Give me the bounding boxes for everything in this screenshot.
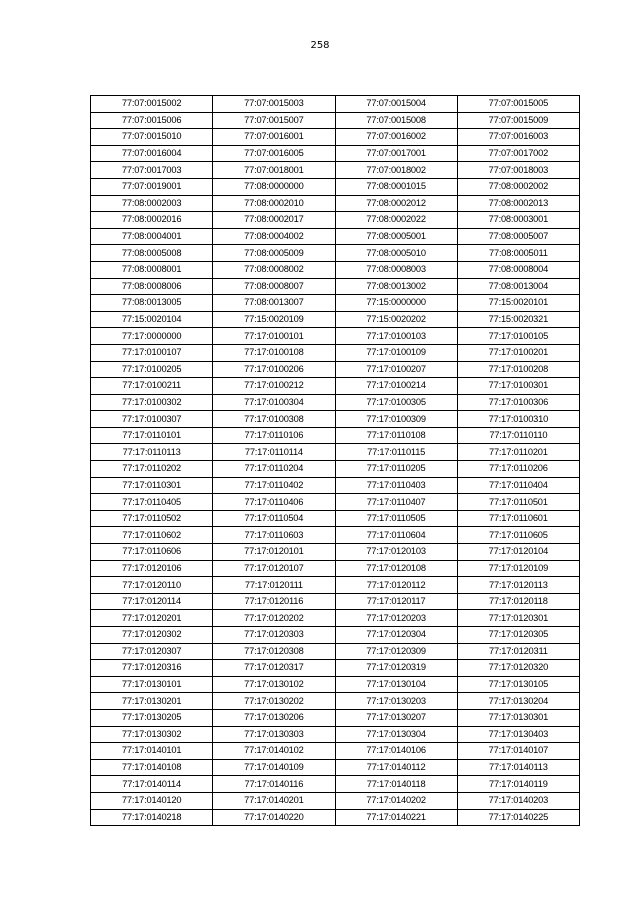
table-row (91, 809, 580, 826)
table-cell: 77:17:0140108 (91, 759, 213, 776)
table-cell: 77:08:0008001 (91, 261, 213, 278)
table-cell: 77:17:0120303 (213, 627, 335, 644)
table-cell: 77:07:0017001 (335, 145, 457, 162)
table-cell: 77:17:0110605 (457, 527, 579, 544)
table-cell: 77:08:0005010 (335, 245, 457, 262)
table-cell: 77:17:0130105 (457, 676, 579, 693)
table-cell: 77:17:0100305 (335, 394, 457, 411)
table-cell: 77:08:0008006 (91, 278, 213, 295)
table-cell: 77:17:0100105 (457, 328, 579, 345)
table-row (91, 129, 580, 146)
table-cell: 77:17:0120118 (457, 593, 579, 610)
table-cell: 77:17:0140101 (91, 743, 213, 760)
table-row (91, 610, 580, 627)
table-cell: 77:17:0140220 (213, 809, 335, 826)
table-cell: 77:17:0120101 (213, 544, 335, 561)
table-cell: 77:07:0018003 (457, 162, 579, 179)
table-cell: 77:17:0120301 (457, 610, 579, 627)
table-cell: 77:17:0140203 (457, 792, 579, 809)
table-cell: 77:17:0100214 (335, 378, 457, 395)
table-cell: 77:17:0100306 (457, 394, 579, 411)
table-cell: 77:17:0140114 (91, 776, 213, 793)
table-cell: 77:17:0110602 (91, 527, 213, 544)
table-cell: 77:07:0016001 (213, 129, 335, 146)
table-cell: 77:17:0100103 (335, 328, 457, 345)
table-cell: 77:08:0002022 (335, 212, 457, 229)
table-body (91, 96, 580, 826)
table-cell: 77:17:0120302 (91, 627, 213, 644)
table-cell: 77:15:0020202 (335, 311, 457, 328)
table-cell: 77:17:0110407 (335, 494, 457, 511)
table-row (91, 162, 580, 179)
table-row (91, 295, 580, 312)
table-cell: 77:17:0130207 (335, 709, 457, 726)
table-cell: 77:17:0110113 (91, 444, 213, 461)
table-cell: 77:17:0140106 (335, 743, 457, 760)
table-cell: 77:17:0130204 (457, 693, 579, 710)
table-cell: 77:17:0130102 (213, 676, 335, 693)
table-cell: 77:17:0140221 (335, 809, 457, 826)
table-cell: 77:17:0120304 (335, 627, 457, 644)
table-cell: 77:17:0140107 (457, 743, 579, 760)
table-cell: 77:17:0120316 (91, 660, 213, 677)
table-cell: 77:17:0100207 (335, 361, 457, 378)
table-cell: 77:17:0100304 (213, 394, 335, 411)
table-cell: 77:17:0130403 (457, 726, 579, 743)
table-cell: 77:17:0100107 (91, 344, 213, 361)
table-cell: 77:17:0100301 (457, 378, 579, 395)
table-cell: 77:17:0100309 (335, 411, 457, 428)
table-cell: 77:17:0110502 (91, 510, 213, 527)
table-row (91, 96, 580, 113)
table-cell: 77:07:0015002 (91, 96, 213, 113)
page-number: 258 (310, 40, 330, 51)
table-cell: 77:17:0110403 (335, 477, 457, 494)
table-row (91, 394, 580, 411)
table-row (91, 660, 580, 677)
table-cell: 77:17:0110406 (213, 494, 335, 511)
table-cell: 77:17:0130303 (213, 726, 335, 743)
table-cell: 77:17:0120113 (457, 577, 579, 594)
table-cell: 77:08:0000000 (213, 178, 335, 195)
table-cell: 77:17:0100308 (213, 411, 335, 428)
table-row (91, 427, 580, 444)
table-cell: 77:08:0005011 (457, 245, 579, 262)
table-cell: 77:17:0130301 (457, 709, 579, 726)
table-cell: 77:17:0130201 (91, 693, 213, 710)
table-cell: 77:17:0130101 (91, 676, 213, 693)
table-row (91, 593, 580, 610)
table-cell: 77:17:0110114 (213, 444, 335, 461)
table-row (91, 411, 580, 428)
table-cell: 77:17:0110601 (457, 510, 579, 527)
table-row (91, 228, 580, 245)
table-cell: 77:17:0110115 (335, 444, 457, 461)
table-cell: 77:17:0130202 (213, 693, 335, 710)
table-cell: 77:17:0130304 (335, 726, 457, 743)
table-cell: 77:17:0120103 (335, 544, 457, 561)
table-cell: 77:17:0110206 (457, 461, 579, 478)
table-row (91, 112, 580, 129)
table-row (91, 477, 580, 494)
table-cell: 77:17:0140201 (213, 792, 335, 809)
table-cell: 77:17:0100201 (457, 344, 579, 361)
table-row (91, 178, 580, 195)
table-cell: 77:17:0140116 (213, 776, 335, 793)
table-cell: 77:08:0002012 (335, 195, 457, 212)
table-cell: 77:17:0110110 (457, 427, 579, 444)
table-cell: 77:17:0100307 (91, 411, 213, 428)
table-cell: 77:17:0120309 (335, 643, 457, 660)
table-row (91, 759, 580, 776)
table-cell: 77:17:0130203 (335, 693, 457, 710)
table-cell: 77:07:0018001 (213, 162, 335, 179)
table-cell: 77:17:0120104 (457, 544, 579, 561)
table-row (91, 461, 580, 478)
table-row (91, 743, 580, 760)
table-cell: 77:17:0130206 (213, 709, 335, 726)
table-cell: 77:17:0100310 (457, 411, 579, 428)
table-cell: 77:07:0017003 (91, 162, 213, 179)
table-cell: 77:08:0013004 (457, 278, 579, 295)
table-cell: 77:15:0020321 (457, 311, 579, 328)
table-cell: 77:17:0120305 (457, 627, 579, 644)
table-cell: 77:17:0110606 (91, 544, 213, 561)
table-cell: 77:17:0120201 (91, 610, 213, 627)
table-cell: 77:07:0017002 (457, 145, 579, 162)
table-cell: 77:17:0140112 (335, 759, 457, 776)
table-cell: 77:08:0003001 (457, 212, 579, 229)
table-cell: 77:08:0005009 (213, 245, 335, 262)
table-cell: 77:17:0120311 (457, 643, 579, 660)
table-cell: 77:17:0140113 (457, 759, 579, 776)
table-cell: 77:17:0100205 (91, 361, 213, 378)
table-cell: 77:17:0140225 (457, 809, 579, 826)
table-cell: 77:17:0140109 (213, 759, 335, 776)
table-cell: 77:07:0015003 (213, 96, 335, 113)
table-cell: 77:17:0110505 (335, 510, 457, 527)
table-cell: 77:08:0008007 (213, 278, 335, 295)
table-row (91, 726, 580, 743)
table-cell: 77:17:0120106 (91, 560, 213, 577)
table-cell: 77:17:0110201 (457, 444, 579, 461)
table-cell: 77:08:0008003 (335, 261, 457, 278)
table-row (91, 709, 580, 726)
table-cell: 77:17:0110108 (335, 427, 457, 444)
table-cell: 77:07:0015004 (335, 96, 457, 113)
table-cell: 77:17:0140102 (213, 743, 335, 760)
table-cell: 77:17:0120110 (91, 577, 213, 594)
table-cell: 77:17:0120107 (213, 560, 335, 577)
table-cell: 77:17:0110603 (213, 527, 335, 544)
table-row (91, 278, 580, 295)
table-cell: 77:17:0100108 (213, 344, 335, 361)
table-cell: 77:15:0020104 (91, 311, 213, 328)
table-row (91, 643, 580, 660)
table-cell: 77:07:0015010 (91, 129, 213, 146)
table-cell: 77:17:0110504 (213, 510, 335, 527)
table-cell: 77:17:0140202 (335, 792, 457, 809)
table-cell: 77:08:0013002 (335, 278, 457, 295)
table-cell: 77:17:0130302 (91, 726, 213, 743)
table-row (91, 212, 580, 229)
table-cell: 77:17:0110301 (91, 477, 213, 494)
table-row (91, 544, 580, 561)
table-cell: 77:15:0020101 (457, 295, 579, 312)
table-row (91, 261, 580, 278)
table-cell: 77:17:0000000 (91, 328, 213, 345)
table-cell: 77:17:0120108 (335, 560, 457, 577)
table-cell: 77:17:0140119 (457, 776, 579, 793)
table-row (91, 776, 580, 793)
table-row (91, 627, 580, 644)
table-cell: 77:08:0008004 (457, 261, 579, 278)
table-row (91, 527, 580, 544)
table-cell: 77:17:0120307 (91, 643, 213, 660)
table-cell: 77:17:0120109 (457, 560, 579, 577)
table-cell: 77:17:0120203 (335, 610, 457, 627)
table-cell: 77:07:0016003 (457, 129, 579, 146)
table-cell: 77:17:0120114 (91, 593, 213, 610)
table-cell: 77:15:0000000 (335, 295, 457, 312)
table-cell: 77:17:0120116 (213, 593, 335, 610)
table-row (91, 361, 580, 378)
table-row (91, 494, 580, 511)
table-row (91, 792, 580, 809)
table-row (91, 245, 580, 262)
table-cell: 77:17:0110604 (335, 527, 457, 544)
table-cell: 77:07:0019001 (91, 178, 213, 195)
table-cell: 77:17:0120320 (457, 660, 579, 677)
table-row (91, 344, 580, 361)
table-cell: 77:17:0110106 (213, 427, 335, 444)
table-cell: 77:17:0120117 (335, 593, 457, 610)
table-cell: 77:08:0004001 (91, 228, 213, 245)
table-cell: 77:08:0005001 (335, 228, 457, 245)
table-cell: 77:17:0120202 (213, 610, 335, 627)
table-cell: 77:07:0015007 (213, 112, 335, 129)
table-cell: 77:08:0013007 (213, 295, 335, 312)
table-cell: 77:07:0016004 (91, 145, 213, 162)
table-cell: 77:17:0110202 (91, 461, 213, 478)
table-cell: 77:17:0140120 (91, 792, 213, 809)
table-cell: 77:17:0110205 (335, 461, 457, 478)
table-cell: 77:17:0100211 (91, 378, 213, 395)
table-row (91, 577, 580, 594)
table-row (91, 328, 580, 345)
table-cell: 77:08:0002013 (457, 195, 579, 212)
table-cell: 77:17:0110404 (457, 477, 579, 494)
table-row (91, 693, 580, 710)
table-cell: 77:07:0018002 (335, 162, 457, 179)
table-row (91, 195, 580, 212)
table-cell: 77:08:0008002 (213, 261, 335, 278)
table-cell: 77:15:0020109 (213, 311, 335, 328)
table-cell: 77:17:0120112 (335, 577, 457, 594)
table-cell: 77:17:0120319 (335, 660, 457, 677)
table-cell: 77:17:0100101 (213, 328, 335, 345)
table-cell: 77:08:0004002 (213, 228, 335, 245)
table-cell: 77:08:0002016 (91, 212, 213, 229)
table-cell: 77:07:0015009 (457, 112, 579, 129)
table-cell: 77:17:0120308 (213, 643, 335, 660)
table-row (91, 145, 580, 162)
table-cell: 77:17:0110405 (91, 494, 213, 511)
table-cell: 77:17:0110402 (213, 477, 335, 494)
table-cell: 77:07:0016005 (213, 145, 335, 162)
table-cell: 77:08:0005008 (91, 245, 213, 262)
table-cell: 77:17:0100208 (457, 361, 579, 378)
table-cell: 77:17:0110501 (457, 494, 579, 511)
table-cell: 77:08:0013005 (91, 295, 213, 312)
table-cell: 77:07:0015006 (91, 112, 213, 129)
table-row (91, 311, 580, 328)
table-cell: 77:08:0005007 (457, 228, 579, 245)
table-cell: 77:17:0100206 (213, 361, 335, 378)
table-cell: 77:08:0002010 (213, 195, 335, 212)
table-cell: 77:17:0100302 (91, 394, 213, 411)
table-cell: 77:08:0001015 (335, 178, 457, 195)
table-cell: 77:17:0120317 (213, 660, 335, 677)
cadastral-codes-table (90, 95, 580, 826)
table-row (91, 560, 580, 577)
table-cell: 77:17:0110204 (213, 461, 335, 478)
table-cell: 77:07:0015005 (457, 96, 579, 113)
table-row (91, 676, 580, 693)
table-row (91, 510, 580, 527)
table-cell: 77:08:0002003 (91, 195, 213, 212)
table-cell: 77:17:0140218 (91, 809, 213, 826)
table-cell: 77:17:0130104 (335, 676, 457, 693)
table-cell: 77:08:0002002 (457, 178, 579, 195)
table-row (91, 444, 580, 461)
table-cell: 77:17:0110101 (91, 427, 213, 444)
table-cell: 77:17:0100212 (213, 378, 335, 395)
table-cell: 77:17:0120111 (213, 577, 335, 594)
table-cell: 77:08:0002017 (213, 212, 335, 229)
table-cell: 77:17:0130205 (91, 709, 213, 726)
table-cell: 77:07:0016002 (335, 129, 457, 146)
table-cell: 77:17:0100109 (335, 344, 457, 361)
table-row (91, 378, 580, 395)
table-cell: 77:07:0015008 (335, 112, 457, 129)
table-cell: 77:17:0140118 (335, 776, 457, 793)
